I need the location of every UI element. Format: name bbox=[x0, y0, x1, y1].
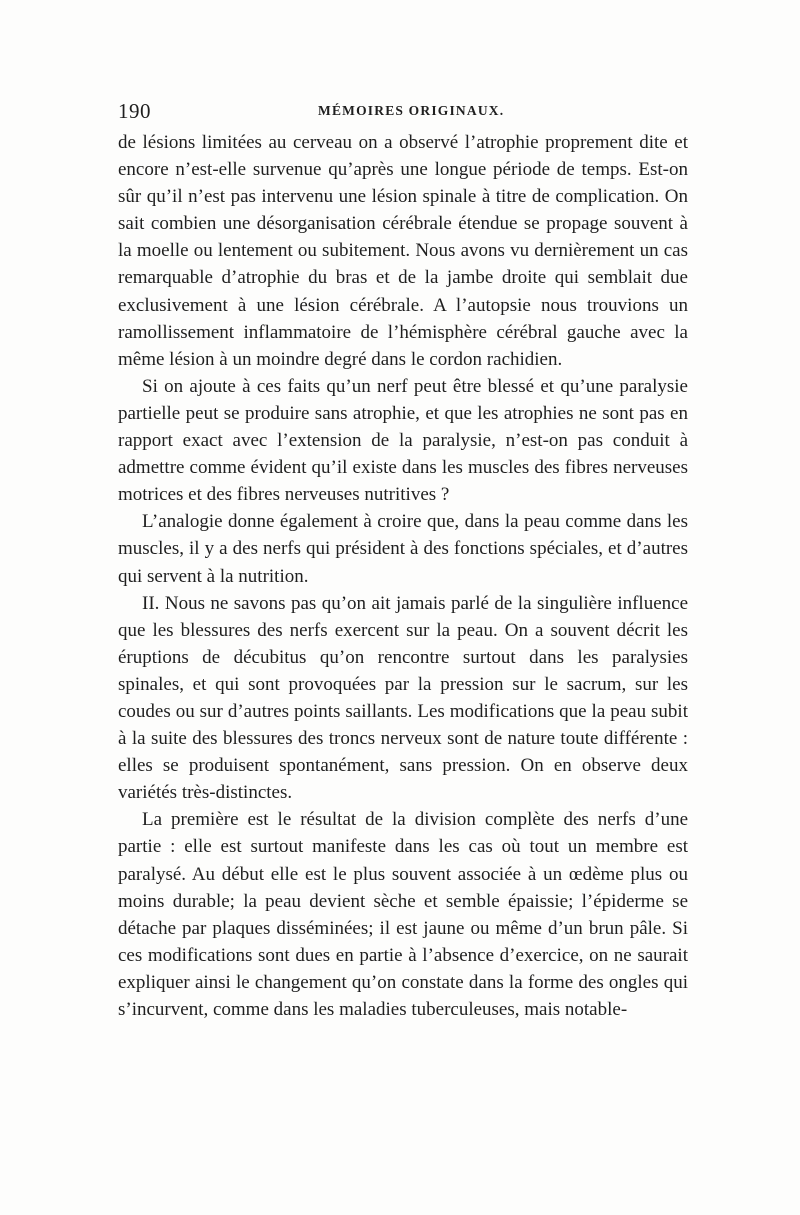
paragraph-section-two: II. Nous ne savons pas qu’on ait jamais parlé de la singulière influence que les blessures des nerfs exercent sur la peau. On a souvent décrit les éruptions de décubitus qu’on rencontre surtout dans les paralysies spinales, et qui sont provoquées par la pression sur le sacrum, sur les coudes ou sur d’autres points saillants. Les modifications que la peau subit à la suite des blessures des troncs nerveux sont de nature toute différente : elles se produisent spontanément, sans pression. On en observe deux variétés très-distinctes. bbox=[118, 592, 688, 804]
paragraph-nerve-paralysis: Si on ajoute à ces faits qu’un nerf peut être blessé et qu’une paralysie partielle peut se produire sans atrophie, et que les atrophies ne sont pas en rapport exact avec l’extension de la paralysie, n’est-on pas conduit à admettre comme évident qu’il existe dans les muscles des fibres nerveuses motrices et des fibres nerveuses nutritives ? bbox=[118, 375, 688, 506]
paragraph-skin-analogy: L’analogie donne également à croire que, dans la peau comme dans les muscles, il y a des nerfs qui président à des fonctions spéciales, et d’autres qui servent à la nutrition. bbox=[118, 511, 688, 587]
running-title: MÉMOIRES ORIGINAUX. bbox=[318, 103, 505, 118]
page-number: 190 bbox=[118, 99, 151, 123]
paragraph-continuation: de lésions limitées au cerveau on a observé l’atrophie proprement dite et encore n’est-elle survenue qu’après une longue période de temps. Est-on sûr qu’il n’est pas intervenu une lésion spinale à titre de complication. On sait combien une désorganisation cérébrale étendue se propage souvent à la moelle ou lentement ou subitement. Nous avons vu dernièrement un cas remarquable d’atrophie du bras et de la jambe droite qui semblait due exclusivement à une lésion cérébrale. A l’autopsie nous trouvions un ramollissement inflammatoire de l’hémisphère cérébral gauche avec la même lésion à un moindre degré dans le cordon rachidien. bbox=[118, 132, 688, 370]
running-head bbox=[118, 96, 688, 126]
paragraph-first-variety: La première est le résultat de la division complète des nerfs d’une partie : elle est surtout manifeste dans les cas où tout un membre est paralysé. Au début elle est le plus souvent associée à un œdème plus ou moins durable; la peau devient sèche et semble épaissie; l’épiderme se détache par plaques disséminées; il est jaune ou même d’un brun pâle. Si ces modifications sont dues en partie à l’absence d’exercice, on ne saurait expliquer ainsi le changement qu’on constate dans la forme des ongles qui s’incurvent, comme dans les maladies tuberculeuses, mais notable- bbox=[118, 809, 688, 1020]
body-text bbox=[118, 129, 688, 1023]
